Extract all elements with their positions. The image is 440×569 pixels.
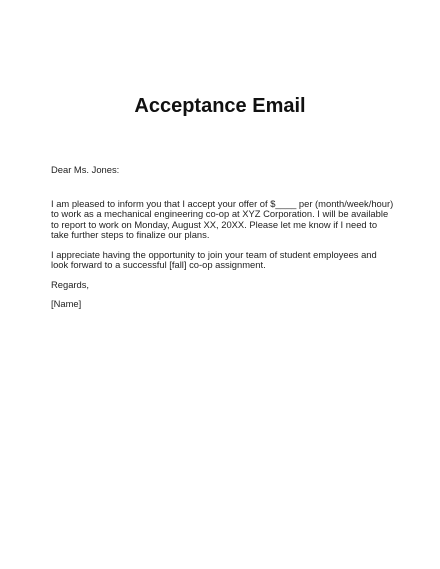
- closing: Regards,: [51, 278, 90, 290]
- signature: [Name]: [51, 298, 82, 309]
- letter-body: [51, 165, 396, 310]
- paragraph-appreciation: I appreciate having the opportunity to join your team of student employees and look forward to a successful [fall] co-op assignment.: [51, 248, 377, 270]
- paragraph-offer-acceptance: I am pleased to inform you that I accept your offer of $____ per (month/week/hour) to work as a mechanical engineering co-op at XYZ Corporation. I will be available to report to work on Monday, August XX, 20XX. Please let me know if I need to take further steps to finalize our plans.: [51, 197, 394, 240]
- salutation: Dear Ms. Jones:: [51, 164, 120, 175]
- document-title: Acceptance Email: [134, 95, 306, 117]
